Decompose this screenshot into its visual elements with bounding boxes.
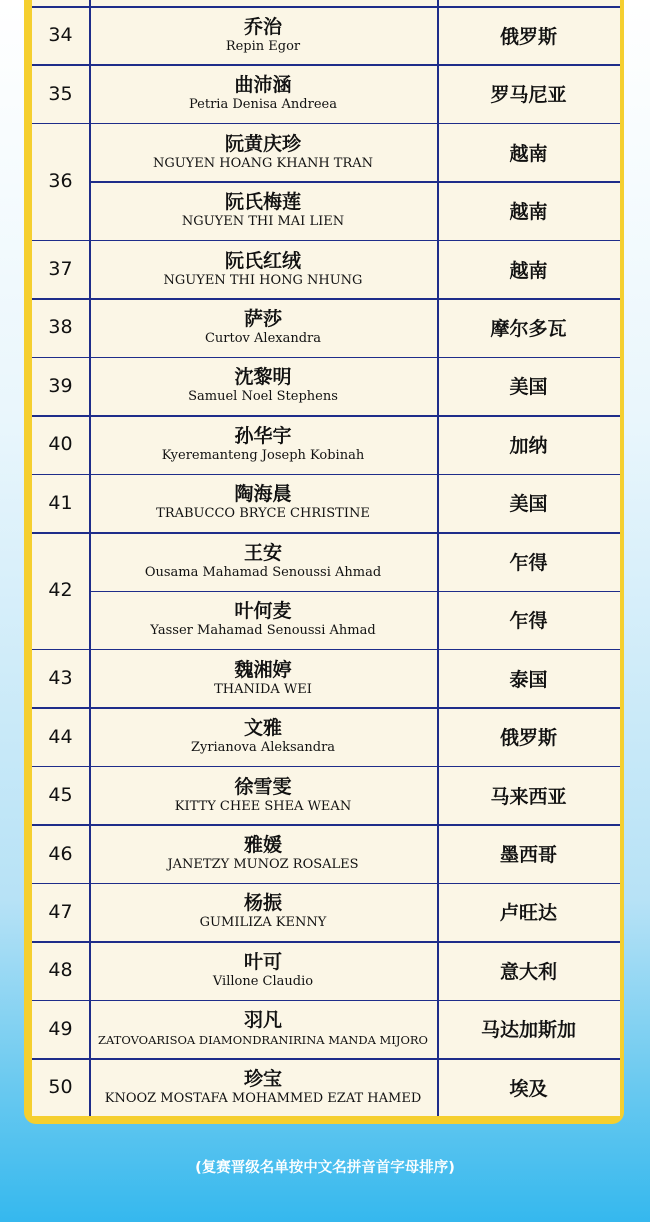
country-name: 罗马尼亚	[490, 84, 567, 107]
english-name: Zyrianova Aleksandra	[190, 740, 336, 756]
english-name: Curtov Alexandra	[204, 330, 322, 346]
name-cell	[89, 1058, 437, 1116]
name-cell	[89, 6, 437, 64]
name-cell	[89, 357, 437, 415]
rank-number: 36	[48, 170, 73, 193]
name-cell	[89, 707, 437, 765]
chinese-name: 孙华宇	[234, 424, 292, 447]
chinese-name: 曲沛涵	[234, 74, 292, 97]
country-name: 卢旺达	[499, 902, 557, 925]
name-cell	[89, 298, 437, 356]
rank-number: 40	[48, 433, 73, 456]
sorting-footnote: (复赛晋级名单按中文名拼音首字母排序)	[195, 1160, 455, 1176]
english-name: Villone Claudio	[212, 973, 314, 989]
rank-number: 41	[48, 491, 73, 514]
rank-number: 48	[48, 959, 73, 982]
rank-number: 43	[48, 667, 73, 690]
name-cell	[89, 1000, 437, 1058]
name-cell	[89, 941, 437, 999]
country-name: 埃及	[509, 1077, 548, 1100]
chinese-name: 徐雪雯	[234, 775, 292, 798]
chinese-name: 阮氏红绒	[224, 249, 301, 272]
rank-number: 37	[48, 258, 73, 281]
name-cell	[89, 240, 437, 298]
name-cell	[89, 824, 437, 882]
english-name: Samuel Noel Stephens	[188, 389, 338, 405]
chinese-name: 叶何麦	[234, 600, 292, 623]
chinese-name: 文雅	[243, 717, 282, 740]
name-cell	[89, 123, 437, 181]
country-name: 意大利	[499, 960, 557, 983]
rank-number: 38	[48, 316, 73, 339]
english-name: NGUYEN THI HONG NHUNG	[163, 272, 363, 288]
rank-number: 44	[48, 725, 73, 748]
country-name: 马来西亚	[490, 785, 567, 808]
name-cell	[89, 883, 437, 941]
chinese-name: 陶海晨	[234, 483, 292, 506]
chinese-name: 叶可	[243, 950, 282, 973]
country-name: 美国	[509, 493, 548, 516]
rank-number: 39	[48, 374, 73, 397]
chinese-name: 阮黄庆珍	[224, 132, 301, 155]
chinese-name: 杨振	[243, 892, 282, 915]
english-name: KNOOZ MOSTAFA MOHAMMED EZAT HAMED	[104, 1090, 422, 1106]
country-name: 墨西哥	[499, 844, 557, 867]
english-name: KITTY CHEE SHEA WEAN	[174, 798, 352, 814]
chinese-name: 萨莎	[243, 307, 282, 330]
english-name: Yasser Mahamad Senoussi Ahmad	[150, 623, 376, 639]
rank-number: 49	[48, 1017, 73, 1040]
english-name: GUMILIZA KENNY	[199, 915, 327, 931]
country-name: 俄罗斯	[499, 25, 557, 48]
name-cell	[89, 766, 437, 824]
country-name: 俄罗斯	[499, 727, 557, 750]
english-name: THANIDA WEI	[214, 681, 312, 697]
country-name: 越南	[509, 201, 548, 224]
chinese-name: 乔治	[243, 15, 282, 38]
english-name: Ousama Mahamad Senoussi Ahmad	[144, 564, 382, 580]
name-cell	[89, 64, 437, 122]
chinese-name: 羽凡	[243, 1009, 282, 1032]
country-name: 泰国	[509, 668, 548, 691]
chinese-name: 雅媛	[243, 834, 282, 857]
name-cell	[89, 474, 437, 532]
name-cell	[89, 415, 437, 473]
chinese-name: 王安	[243, 541, 282, 564]
chinese-name: 珍宝	[243, 1067, 282, 1090]
english-name: Petria Denisa Andreea	[189, 97, 337, 113]
name-cell	[89, 649, 437, 707]
rank-number: 34	[48, 24, 73, 47]
chinese-name: 阮氏梅莲	[224, 191, 301, 214]
results-table	[32, 0, 620, 1116]
rank-number: 42	[48, 579, 73, 602]
chinese-name: 沈黎明	[234, 366, 292, 389]
country-name: 美国	[509, 376, 548, 399]
english-name: NGUYEN HOANG KHANH TRAN	[152, 155, 374, 171]
english-name: JANETZY MUNOZ ROSALES	[167, 857, 359, 873]
english-name: NGUYEN THI MAI LIEN	[181, 214, 345, 230]
rank-number: 35	[48, 82, 73, 105]
rank-number: 50	[48, 1076, 73, 1099]
name-cell	[89, 532, 437, 590]
country-name: 越南	[509, 259, 548, 282]
name-cell	[89, 181, 437, 239]
country-name: 摩尔多瓦	[490, 317, 567, 340]
english-name: TRABUCCO BRYCE CHRISTINE	[156, 506, 370, 522]
rank-number: 45	[48, 784, 73, 807]
name-cell	[89, 591, 437, 649]
english-name: Repin Egor	[225, 38, 301, 54]
chinese-name: 魏湘婷	[234, 658, 292, 681]
country-name: 越南	[509, 142, 548, 165]
country-name: 乍得	[509, 610, 548, 633]
english-name: ZATOVOARISOA DIAMONDRANIRINA MANDA MIJORO	[98, 1033, 428, 1048]
english-name: Kyeremanteng Joseph Kobinah	[161, 447, 365, 463]
rank-number: 46	[48, 842, 73, 865]
country-name: 加纳	[509, 434, 548, 457]
country-name: 乍得	[509, 551, 548, 574]
rank-number: 47	[48, 900, 73, 923]
country-name: 马达加斯加	[480, 1019, 576, 1042]
